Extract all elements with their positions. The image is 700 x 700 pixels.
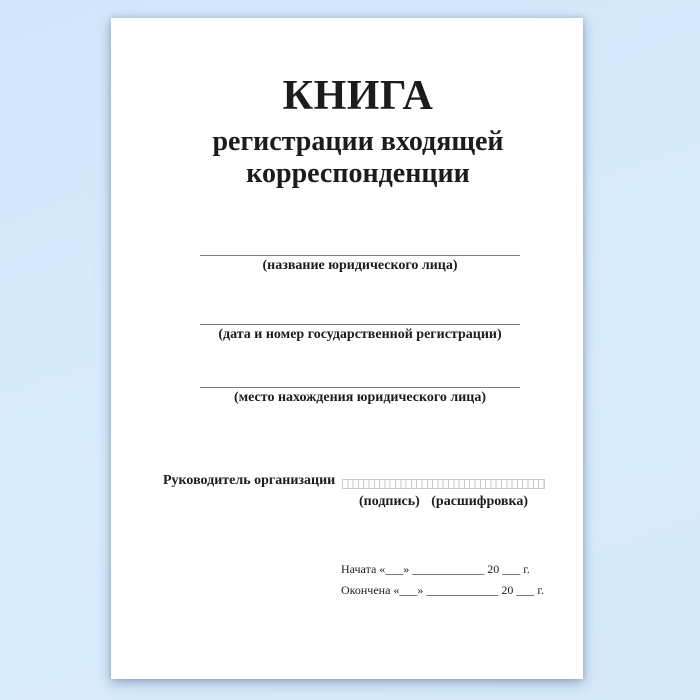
date-started-line: Начата «___» ____________ 20 ___ г. bbox=[341, 562, 530, 576]
signature-caption-signature: (подпись) bbox=[359, 494, 420, 509]
dates-block bbox=[341, 559, 544, 601]
field-legal-entity-name-label: (название юридического лица) bbox=[262, 258, 458, 273]
date-finished-line: Окончена «___» ____________ 20 ___ г. bbox=[341, 583, 544, 597]
book-subtitle bbox=[133, 126, 583, 190]
book-subtitle-line2: корреспонденции bbox=[246, 158, 470, 190]
signature-row-label: Руководитель организации bbox=[163, 473, 336, 488]
signature-captions bbox=[342, 494, 545, 510]
book-title: КНИГА bbox=[282, 73, 434, 119]
title-block bbox=[133, 75, 583, 190]
book-cover-page bbox=[111, 18, 583, 679]
signature-cells-field bbox=[342, 479, 545, 489]
field-registration-date-number-label: (дата и номер государственной регистрации) bbox=[218, 327, 502, 342]
field-legal-entity-location bbox=[200, 387, 520, 406]
field-legal-entity-location-label: (место нахождения юридического лица) bbox=[233, 390, 487, 405]
signature-caption-transcript: (расшифровка) bbox=[431, 494, 528, 509]
book-subtitle-line1: регистрации входящей bbox=[212, 126, 504, 157]
field-legal-entity-name bbox=[200, 255, 520, 274]
field-registration-date-number bbox=[200, 324, 520, 343]
